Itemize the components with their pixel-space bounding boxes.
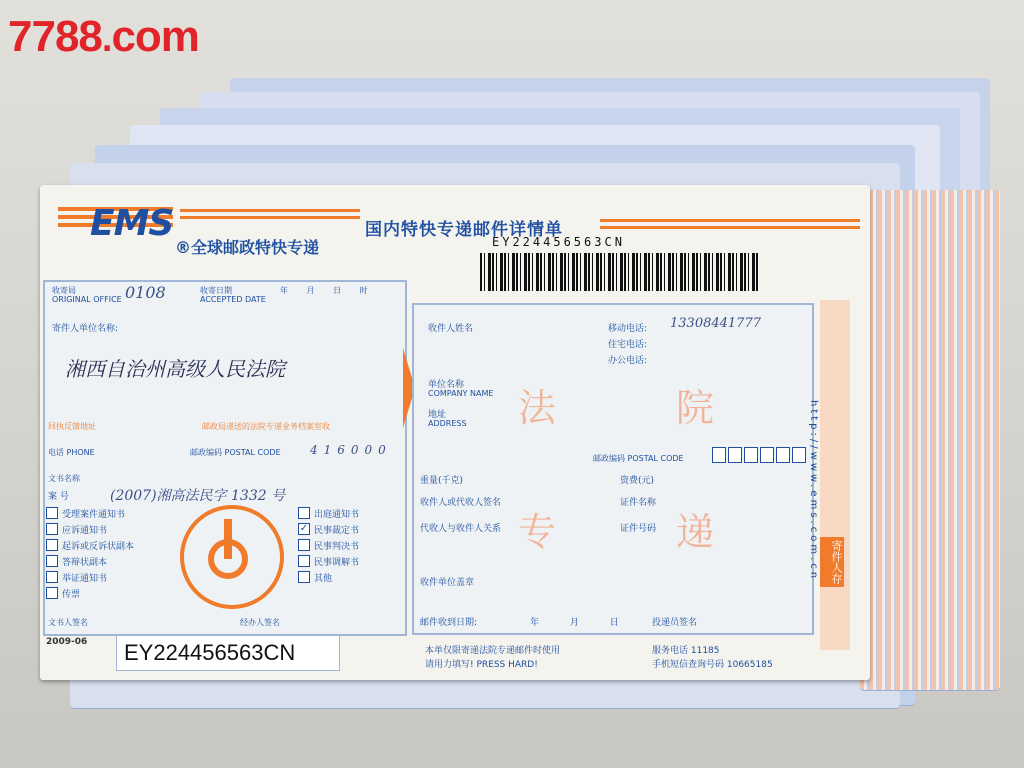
right-stripe xyxy=(820,300,850,650)
tracking-barcode xyxy=(480,253,760,291)
date-units: 年 月 日 时 xyxy=(280,286,376,295)
doc-option: 民事裁定书 xyxy=(314,526,360,536)
checkbox[interactable] xyxy=(298,555,310,567)
checkbox-checked[interactable]: ✓ xyxy=(299,523,309,534)
sender-phone-label: 电话 PHONE xyxy=(48,448,95,457)
relation-label: 代收人与收件人关系 xyxy=(420,524,502,534)
postcode-box xyxy=(792,447,806,463)
checkbox[interactable] xyxy=(298,507,310,519)
address-label-en: ADDRESS xyxy=(428,419,467,428)
notice-line-2: 请用力填写! PRESS HARD! xyxy=(425,660,538,670)
header-stripe xyxy=(180,216,360,219)
office-label-en: ORIGINAL OFFICE xyxy=(52,295,122,304)
postcode-box xyxy=(744,447,758,463)
case-no-value: (2007)湘高法民字 1332 号 xyxy=(110,488,286,504)
tracking-id: EY224456563CN xyxy=(124,640,296,665)
postcode-box xyxy=(760,447,774,463)
office-label: 收寄局 xyxy=(52,286,76,295)
notice-line-1: 本单仅限寄递法院专递邮件时使用 xyxy=(425,646,561,656)
ems-waybill xyxy=(40,185,870,680)
copy-label: 寄件人存 xyxy=(820,537,844,587)
sender-postal-value: 416000 xyxy=(310,443,392,457)
date-label-en: ACCEPTED DATE xyxy=(200,295,266,304)
checkbox[interactable] xyxy=(46,539,58,551)
ems-website: http://www.ems.com.cn xyxy=(808,400,819,582)
stamp-char: 院 xyxy=(676,386,715,430)
unit-stamp-label: 收件单位盖章 xyxy=(420,578,475,588)
form-code: 2009-06 xyxy=(46,637,88,647)
stamp-char: 法 xyxy=(518,386,557,430)
doc-option: 起诉或反诉状副本 xyxy=(62,542,135,552)
doc-option: 出庭通知书 xyxy=(314,510,360,520)
case-no-label: 案 号 xyxy=(48,492,69,502)
watermark-dot: . xyxy=(101,18,112,60)
sender-unit-value: 湘西自治州高级人民法院 xyxy=(65,357,285,381)
sms-number: 手机短信查询号码 10665185 xyxy=(652,660,773,670)
postcode-box xyxy=(712,447,726,463)
doc-option: 其他 xyxy=(314,574,333,584)
watermark-digits: 7788 xyxy=(8,12,102,61)
doc-option: 民事判决书 xyxy=(314,542,360,552)
postcode-box xyxy=(728,447,742,463)
home-phone-label: 住宅电话: xyxy=(608,340,648,350)
checkbox[interactable] xyxy=(46,571,58,583)
postcode-box xyxy=(776,447,790,463)
weight-label: 重量(千克) xyxy=(420,476,464,486)
id-number-label: 证件号码 xyxy=(620,524,657,534)
return-note: 邮政局递送的法院专递业务档案室收 xyxy=(202,422,330,431)
recipient-name-label: 收件人姓名 xyxy=(428,324,474,334)
fee-label: 资费(元) xyxy=(620,476,655,486)
recipient-postal-label: 邮政编码 POSTAL CODE xyxy=(593,454,684,463)
signature-label: 收件人或代收人签名 xyxy=(420,498,502,508)
courier-sign-label: 投递员签名 xyxy=(652,618,698,628)
return-label: 回执反馈地址 xyxy=(48,422,96,431)
header-stripe xyxy=(180,209,360,212)
barcode-number: EY224456563CN xyxy=(492,235,625,249)
checkbox[interactable] xyxy=(46,523,58,535)
ems-subtitle: ®全球邮政特快专递 xyxy=(175,238,320,257)
stack-edge xyxy=(860,190,1000,690)
stamp-char: 递 xyxy=(676,510,715,554)
checkbox[interactable] xyxy=(46,555,58,567)
received-date-label: 邮件收到日期: xyxy=(420,618,478,628)
received-date-units: 年 月 日 xyxy=(530,618,633,628)
doc-signer-label: 文书人签名 xyxy=(48,618,88,627)
handler-label: 经办人签名 xyxy=(240,618,280,627)
office-value: 0108 xyxy=(125,283,166,302)
checkbox[interactable] xyxy=(46,507,58,519)
address-label: 地址 xyxy=(428,410,447,420)
stamp-char: 专 xyxy=(518,510,557,554)
doc-option: 受理案件通知书 xyxy=(62,510,126,520)
sender-postal-label: 邮政编码 POSTAL CODE xyxy=(190,448,281,457)
doc-option: 传票 xyxy=(62,590,81,600)
doc-option: 举证通知书 xyxy=(62,574,108,584)
hotline: 服务电话 11185 xyxy=(652,646,720,656)
header-stripe xyxy=(600,219,860,222)
checkbox[interactable] xyxy=(46,587,58,599)
doc-label: 文书名称 xyxy=(48,474,80,483)
doc-option: 应诉通知书 xyxy=(62,526,108,536)
mobile-value: 13308441777 xyxy=(670,316,761,331)
court-emblem xyxy=(180,505,284,609)
office-phone-label: 办公电话: xyxy=(608,356,648,366)
company-label-en: COMPANY NAME xyxy=(428,389,494,398)
sender-unit-label: 寄件人单位名称: xyxy=(52,324,119,334)
emblem-gear xyxy=(208,539,248,579)
date-label: 收寄日期 xyxy=(200,286,232,295)
checkbox[interactable] xyxy=(298,539,310,551)
mobile-label: 移动电话: xyxy=(608,324,648,334)
doc-option: 答辩状副本 xyxy=(62,558,108,568)
doc-option: 民事调解书 xyxy=(314,558,360,568)
form-title: 国内特快专递邮件详情单 xyxy=(365,220,563,240)
watermark-domain: com xyxy=(111,12,199,61)
ems-logo: EMS xyxy=(90,203,174,244)
header-stripe xyxy=(600,226,860,229)
company-label: 单位名称 xyxy=(428,380,465,390)
id-type-label: 证件名称 xyxy=(620,498,657,508)
checkbox[interactable] xyxy=(298,571,310,583)
